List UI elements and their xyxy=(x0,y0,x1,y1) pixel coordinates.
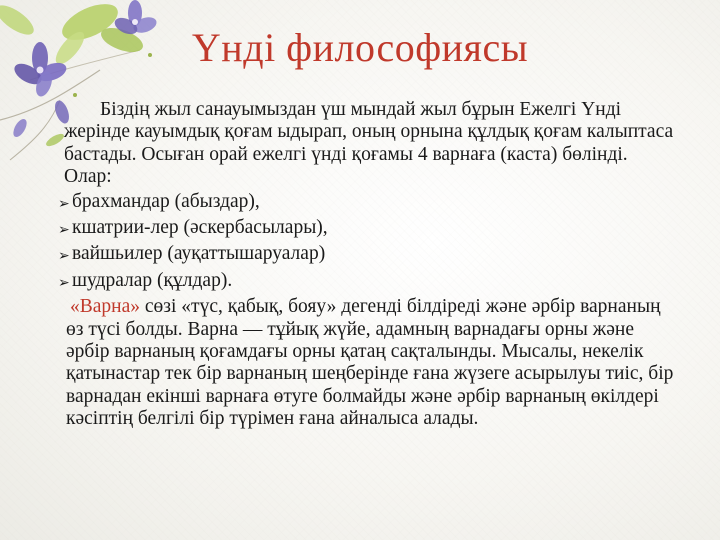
list-item: ➢ шудралар (құлдар). xyxy=(58,270,678,294)
intro-paragraph: Біздің жыл санауымыздан үш мындай жыл бұрын Ежелгі Үнді жерінде кауымдық қоғам ыдырап, оның орнына құлдық қоғам калыптаса бастады. Осыған орай ежелгі үнді қоғамы 4 варнаға (каста) бөлінді. Олар: xyxy=(64,99,674,188)
varna-term: «Варна» xyxy=(70,296,141,318)
arrow-bullet-icon: ➢ xyxy=(58,222,70,239)
list-item: ➢ брахмандар (абыздар), xyxy=(58,191,678,215)
varna-list xyxy=(58,191,678,295)
arrow-bullet-icon: ➢ xyxy=(58,195,70,212)
arrow-bullet-icon: ➢ xyxy=(58,248,70,265)
list-item: ➢ вайшьилер (ауқаттышаруалар) xyxy=(58,243,678,267)
slide-body xyxy=(58,99,678,431)
varna-paragraph xyxy=(58,296,678,430)
slide-title: Үнді философиясы xyxy=(191,25,529,70)
arrow-bullet-icon: ➢ xyxy=(58,274,70,291)
varna-description: сөзі «түс, қабық, бояу» дегенді білдіреді және әрбір варнаның өз түсі болды. Варна — тұйық жүйе, адамның варнадағы орны және әрбір варнаның қоғамдағы орны қатаң сақталынды. Мысалы, некелік қатынастар тек бір варнаның шеңберінде ғана жүзеге асырылуы тиіс, бір варнадан екінші варнаға өтуге болмайды және әрбір варнаның өкілдері кәсіптің белгілі бір түрімен ғана айналыса алады. xyxy=(66,296,674,430)
list-item: ➢ кшатрии-лер (әскербасылары), xyxy=(58,217,678,241)
